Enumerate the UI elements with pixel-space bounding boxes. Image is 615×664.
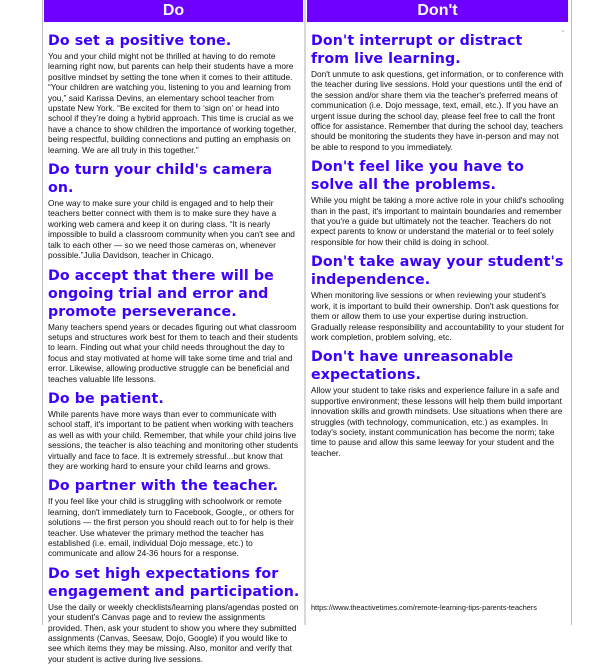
do-column	[43, 0, 306, 664]
dont-list	[306, 22, 569, 458]
do-list	[43, 22, 304, 664]
do-body-camera: One way to make sure your child is engaged and to help their teachers better connect with them is to make sure they have a working web camera and keep it on during class. “It is nearly impossible to build a classroom community when you can't see and talk to each other — so we need those cameras on, whenever possible.”Julia Davidson, teacher in Chicago.	[48, 198, 295, 261]
do-column-header: Do	[44, 0, 303, 22]
do-body-trial-error: Many teachers spend years or decades figuring out what classroom setups and structures work best for them to teach and their students to learn. Finding out what your child needs throughout the day to focus and stay motivated at home will take some time and trial and error. Likewise, allowing productive struggle can be beneficial and teaches valuable life lessons.	[48, 321, 298, 384]
dont-heading-solve-all: Don't feel like you have to solve all the problems.	[311, 159, 524, 194]
resize-handle-icon[interactable]: ⌄	[560, 27, 566, 34]
do-heading-positive-tone: Do set a positive tone.	[48, 33, 232, 49]
do-body-patient: While parents have more ways than ever to communicate with school staff, it's important to be patient when working with teachers as well as with your child. Remember, that while your child joins live sessions, the teacher is also teaching and monitoring other students virtually and face to face. It is extremely stressful...but know that they are working hard to ensure your child learns and grows.	[48, 408, 298, 471]
do-body-expectations: Use the daily or weekly checklists/learning plans/agendas posted on your student's Canvas page and to review the assignments provided. Then, ask your student to show you where they submitted assignments (Canvas, Seesaw, Dojo, Google) if you would like to see which items they may be missing. Also, monitor and verify that your student is active during live sessions.	[48, 601, 299, 664]
dont-heading-interrupt: Don't interrupt or distract from live learning.	[311, 33, 523, 67]
do-body-positive-tone: You and your child might not be thrilled at having to do remote learning right now, but parents can help their students have a more positive mindset by setting the tone when it comes to their attitude. “Your children are watching you, listening to you and learning from you,” said Karissa Devins, an elementary school teacher from upstate New York. “Be excited for them to ‘sign on’ or head into school if they’re doing a hybrid approach. This time is crucial as we have a chance to show children the importance of working together, being respectful, building connections and putting an emphasis on learning. We are all truly in this together.”	[48, 51, 297, 155]
dont-body-independence: When monitoring live sessions or when reviewing your student's work, it is important to build their ownership. Don't ask questions for them or allow them to use your expertise during instruction. Gradually release responsibility and accountability to your student for work completion, problem solving, etc.	[311, 290, 565, 342]
dont-heading-independence: Don't take away your student's independence.	[311, 254, 564, 289]
do-heading-camera: Do turn your child's camera on.	[48, 162, 273, 197]
source-link[interactable]: https://www.theactivetimes.com/remote-learning-tips-parents-teachers	[311, 603, 537, 612]
dont-body-interrupt: Don't unmute to ask questions, get information, or to conference with the teacher during live sessions. Hold your questions until the end of the session and/or share them via the teacher's preferred means of communication (i.e. Dojo message, text, email, etc.). If you have an urgent issue during the school day, please feel free to call the front office for assistance. Remember that during the school day, teachers should be monitoring the students they have in-person and may not be able to respond to you immediately.	[311, 69, 564, 152]
do-heading-partner: Do partner with the teacher.	[48, 478, 279, 495]
dont-column-header: Don't	[307, 0, 568, 22]
do-heading-expectations: Do set high expectations for engagement and participation.	[48, 565, 300, 600]
dont-body-unreasonable: Allow your student to take risks and experience failure in a safe and supportive environment; these lessons will help them build important innovation skills and growth mindsets. Use situations when there are struggles (with technology, communication, etc.) as examples. In today's society, instant communication has become the norm; take time to pause and allow this same leeway for your student and the teacher.	[311, 385, 563, 458]
do-heading-trial-error: Do accept that there will be ongoing trial and error and promote perseverance.	[48, 267, 274, 320]
two-column-table	[43, 0, 571, 664]
dont-heading-unreasonable: Don't have unreasonable expectations.	[311, 349, 514, 384]
dont-body-solve-all: While you might be taking a more active role in your child's schooling than in the past, it's important to maintain boundaries and remember that you're a guide but ultimately not the teacher. Teachers do not expect parents to know or understand the material or to feel solely responsible for how their child is doing in school.	[311, 195, 564, 247]
do-heading-patient: Do be patient.	[48, 390, 164, 407]
dont-column	[306, 0, 569, 625]
tips-sheet	[42, 0, 572, 664]
do-body-partner: If you feel like your child is struggling with schoolwork or remote learning, don't immediately turn to Facebook, Google,, or others for solutions — the first person you should reach out to for help is their teacher. Use whatever the primary method the teacher has established (i.e. email, individual Dojo message, etc.) to communicate and allow 24-36 hours for a response.	[48, 496, 295, 559]
